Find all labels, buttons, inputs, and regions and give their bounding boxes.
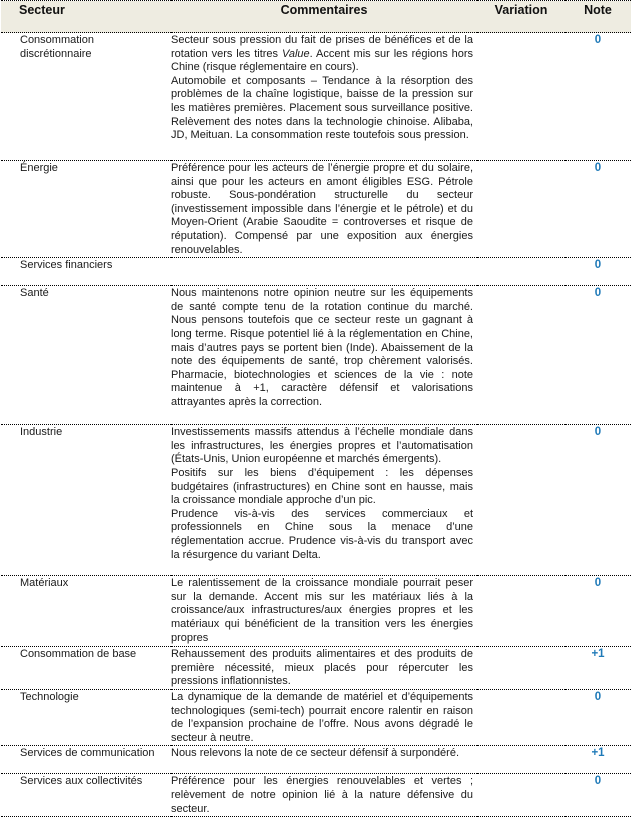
sector-comment — [171, 258, 477, 286]
sector-note: 0 — [565, 576, 631, 647]
comment-paragraph: Nous maintenons notre opinion neutre sur les équipements de santé compte tenu de la rotation continue du marché. Nous pensons toutefois que ce secteur reste un gagnant à long terme. Risque potentiel lié à la réglementation en Chine, mais d’autres pays se portent bien (Inde). Abaissement de la note des équipements de santé, trop chèrement valorisés. Pharmacie, biotechnologies et sciences de la vie : note maintenue à +1, caractère défensif et valorisations attrayantes après la correction. — [171, 287, 473, 408]
header-row — [1, 1, 631, 33]
comment-paragraph: Le ralentissement de la croissance mondiale pourrait peser sur la demande. Accent mis sur les matériaux liés à la croissance/aux infrastructures/aux énergies propres et les matériaux qui bénéficient de la transition vers les énergies propres — [171, 577, 473, 644]
sector-note: +1 — [565, 746, 631, 774]
sector-name: Consommation discrétionnaire — [1, 33, 171, 161]
comment-paragraph: Préférence pour les énergies renouvelables et vertes ; relèvement de notre opinion lié à la nature défensive du secteur. — [171, 775, 473, 815]
sector-comment — [171, 647, 477, 690]
sector-outlook-table — [1, 0, 631, 817]
comment-paragraph: Positifs sur les biens d’équipement : les dépenses budgétaires (infrastructures) en Chine sont en hausse, mais la croissance mondiale approche d’un pic. — [171, 466, 473, 507]
sector-note: 0 — [565, 425, 631, 576]
comment-paragraph: Préférence pour les acteurs de l’énergie propre et du solaire, ainsi que pour les acteurs en amont éligibles ESG. Pétrole robuste. Sous-pondération structurelle du secteur (investissement impossible dans l’énergie et le pétrole) et du Moyen-Orient (Arabie Saoudite = controverses et risque de réputation). Compensé par une exposition aux énergies renouvelables. — [171, 162, 473, 256]
table-row — [1, 647, 631, 690]
sector-variation — [477, 774, 565, 817]
sector-variation — [477, 647, 565, 690]
sector-variation — [477, 689, 565, 745]
sector-note: +1 — [565, 647, 631, 690]
comment-paragraph: La dynamique de la demande de matériel et d’équipements technologiques (semi-tech) pourrait encore ralentir en raison de l’expansion prochaine de l’offre. Nous avons dégradé le secteur à neutre. — [171, 690, 473, 744]
sector-variation — [477, 746, 565, 774]
sector-note: 0 — [565, 286, 631, 425]
sector-name: Consommation de base — [1, 647, 171, 690]
table-row — [1, 689, 631, 745]
comment-text: . Accent mis sur les régions hors Chine (risque réglementaire en cours). — [171, 47, 474, 74]
comment-paragraph: Rehaussement des produits alimentaires et des produits de première nécessité, mieux placés pour répercuter les pressions inflationnistes. — [171, 648, 473, 688]
sector-variation — [477, 33, 565, 161]
sector-name: Technologie — [1, 689, 171, 745]
sector-name: Services de communication — [1, 746, 171, 774]
table-row — [1, 425, 631, 576]
table-row — [1, 258, 631, 286]
sector-comment — [171, 689, 477, 745]
sector-table-container — [1, 0, 631, 817]
comment-italic-text: Value — [281, 47, 310, 60]
header-variation: Variation — [477, 1, 565, 33]
comment-paragraph: Nous relevons la note de ce secteur défensif à surpondéré. — [171, 747, 460, 760]
sector-variation — [477, 425, 565, 576]
table-row — [1, 161, 631, 258]
comment-paragraph: Investissements massifs attendus à l’échelle mondiale dans les infrastructures, les énergies propres et l’automatisation (États-Unis, Union européenne et marchés émergents). — [171, 426, 473, 466]
comment-paragraph: Automobile et composants – Tendance à la résorption des problèmes de la chaîne logistique, baisse de la pression sur les matières premières. Placement sous surveillance positive. Relèvement des notes dans la technologie chinoise. Alibaba, JD, Meituan. La consommation reste toutefois sous pression. — [171, 74, 473, 142]
comment-text: Secteur sous pression du fait de prises de bénéfices et de la rotation vers les titres — [171, 34, 473, 60]
sector-note: 0 — [565, 33, 631, 161]
sector-comment — [171, 286, 477, 425]
sector-name: Services financiers — [1, 258, 171, 286]
sector-comment — [171, 33, 477, 161]
sector-variation — [477, 576, 565, 647]
sector-comment — [171, 576, 477, 647]
sector-variation — [477, 258, 565, 286]
table-row — [1, 33, 631, 161]
table-row — [1, 286, 631, 425]
sector-name: Industrie — [1, 425, 171, 576]
sector-comment — [171, 774, 477, 817]
sector-comment — [171, 746, 477, 774]
sector-name: Matériaux — [1, 576, 171, 647]
header-comments: Commentaires — [171, 1, 477, 33]
sector-variation — [477, 161, 565, 258]
header-note: Note — [565, 1, 631, 33]
sector-note: 0 — [565, 774, 631, 817]
table-row — [1, 576, 631, 647]
comment-paragraph: Prudence vis-à-vis des services commerciaux et professionnels en Chine sous la menace d’une réglementation accrue. Prudence vis-à-vis du transport avec la résurgence du variant Delta. — [171, 507, 473, 561]
sector-name: Santé — [1, 286, 171, 425]
sector-note: 0 — [565, 161, 631, 258]
sector-variation — [477, 286, 565, 425]
sector-comment — [171, 425, 477, 576]
table-body — [1, 33, 631, 817]
sector-name: Services aux collectivités — [1, 774, 171, 817]
table-header — [1, 1, 631, 33]
table-row — [1, 746, 631, 774]
sector-comment — [171, 161, 477, 258]
table-row — [1, 774, 631, 817]
header-sector: Secteur — [1, 1, 171, 33]
sector-note: 0 — [565, 689, 631, 745]
sector-name: Énergie — [1, 161, 171, 258]
sector-note: 0 — [565, 258, 631, 286]
